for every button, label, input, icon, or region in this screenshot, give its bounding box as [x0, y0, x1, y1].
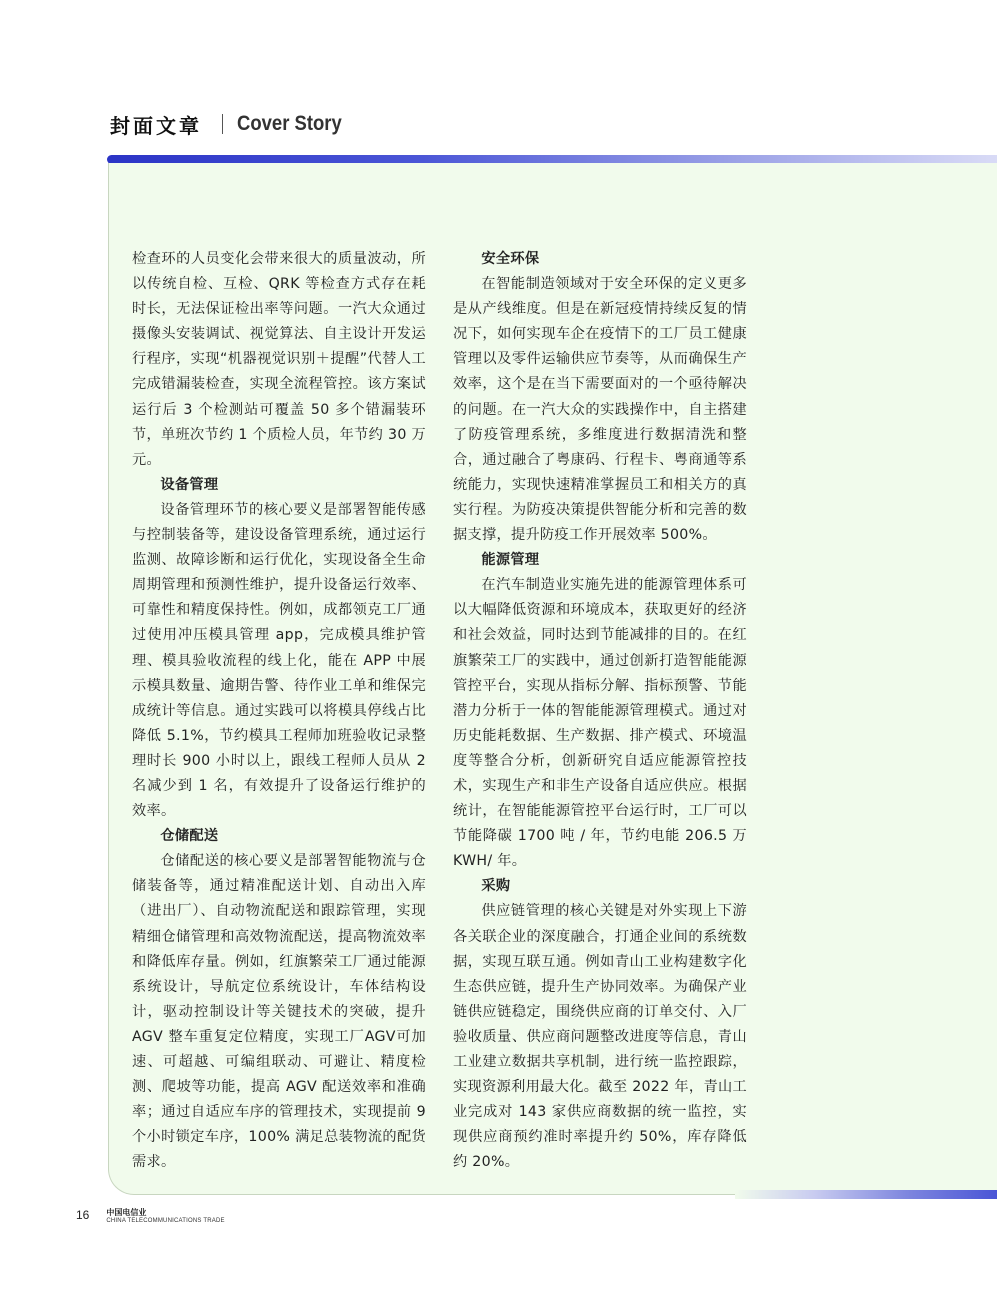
paragraph-energy-management: 在汽车制造业实施先进的能源管理体系可以大幅降低资源和环境成本，获取更好的经济和社会效益，同时达到节能减排的目的。在红旗繁荣工厂的实践中，通过创新打造智能能源管控平台，实现从指标分解、指标预警、节能潜力分析于一体的智能能源管理模式。通过对历史能耗数据、生产数据、排产模式、环境温度等整合分析，创新研究自适应能源管控技术，实现生产和非生产设备自适应供应。根据统计，在智能能源管控平台运行时，工厂可以节能降碳 1700 吨 / 年，节约电能 206.5 万 KWH/ 年。: [453, 577, 747, 870]
right-column: [453, 247, 747, 1175]
heading-safety-environment: 安全环保: [481, 251, 540, 267]
page-number: 16: [76, 1208, 90, 1222]
section-header: [110, 108, 356, 140]
paragraph-quality-check: 检查环的人员变化会带来很大的质量波动，所以传统自检、互检、QRK 等检查方式存在耗时长，无法保证检出率等问题。一汽大众通过摄像头安装调试、视觉算法、自主设计开发运行程序，实现“机器视觉识别＋提醒”代替人工完成错漏装检查，实现全流程管控。该方案试运行后 3 个检测站可覆盖 50 多个错漏装环节，单班次节约 1 个质检人员，年节约 30 万元。: [132, 251, 426, 468]
publication-mark: [106, 1208, 224, 1225]
publication-name-cn: 中国电信业: [106, 1208, 147, 1217]
section-title-cn: 封面文章: [110, 113, 202, 138]
heading-equipment-management: 设备管理: [160, 476, 219, 493]
paragraph-warehouse-distribution: 仓储配送的核心要义是部署智能物流与仓储装备等，通过精准配送计划、自动出入库（进出厂）、自动物流配送和跟踪管理，实现精细仓储管理和高效物流配送，提高物流效率和降低库存量。例如，红旗繁荣工厂通过能源系统设计，导航定位系统设计，车体结构设计，驱动控制设计等关键技术的突破，提升 AGV 整车重复定位精度，实现工厂AGV可加速、可超越、可编组联动、可避让、精度检测、爬坡等功能，提高 AGV 配送效率和准确率；通过自适应车序的管理技术，实现提前 9 个小时锁定车序，100% 满足总装物流的配货需求。: [132, 853, 426, 1171]
header-divider: [222, 114, 223, 134]
bottom-gradient-bar: [735, 1190, 997, 1199]
paragraph-safety-environment: 在智能制造领域对于安全环保的定义更多是从产线维度。但是在新冠疫情持续反复的情况下，如何实现车企在疫情下的工厂员工健康管理以及零件运输供应节奏等，从而确保生产效率，这个是在当下需要面对的一个亟待解决的问题。在一汽大众的实践操作中，自主搭建了防疫管理系统，多维度进行数据清洗和整合，通过融合了粤康码、行程卡、粤商通等系统能力，实现快速精准掌握员工和相关方的真实行程。为防疫决策提供智能分析和完善的数据支撑，提升防疫工作开展效率 500%。: [453, 276, 747, 544]
heading-warehouse-distribution: 仓储配送: [160, 828, 219, 845]
heading-procurement: 采购: [481, 878, 511, 895]
heading-energy-management: 能源管理: [481, 552, 540, 569]
publication-name-en: CHINA TELECOMMUNICATIONS TRADE: [106, 1218, 225, 1224]
paragraph-procurement: 供应链管理的核心关键是对外实现上下游各关联企业的深度融合，打通企业间的系统数据，实现互联互通。例如青山工业构建数字化生态供应链，提升生产协同效率。为确保产业链供应链稳定，围绕供应商的订单交付、入厂验收质量、供应商问题整改进度等信息，青山工业建立数据共享机制，进行统一监控跟踪，实现资源利用最大化。截至 2022 年，青山工业完成对 143 家供应商数据的统一监控，实现供应商预约准时率提升约 50%，库存降低约 20%。: [453, 903, 747, 1171]
page-footer: [76, 1208, 225, 1225]
section-title-en: Cover Story: [237, 112, 342, 135]
paragraph-equipment-management: 设备管理环节的核心要义是部署智能传感与控制装备等，建设设备管理系统，通过运行监测、故障诊断和运行优化，实现设备全生命周期管理和预测性维护，提升设备运行效率、可靠性和精度保持性。例如，成都领克工厂通过使用冲压模具管理 app，完成模具维护管理、模具验收流程的线上化，能在 APP 中展示模具数量、逾期告警、待作业工单和维保完成统计等信息。通过实践可以将模具停线占比降低 5.1%，节约模具工程师加班验收记录整理时长 900 小时以上，跟线工程师人员从 2 名减少到 1 名，有效提升了设备运行维护的效率。: [132, 501, 426, 820]
left-column: [132, 247, 426, 1175]
